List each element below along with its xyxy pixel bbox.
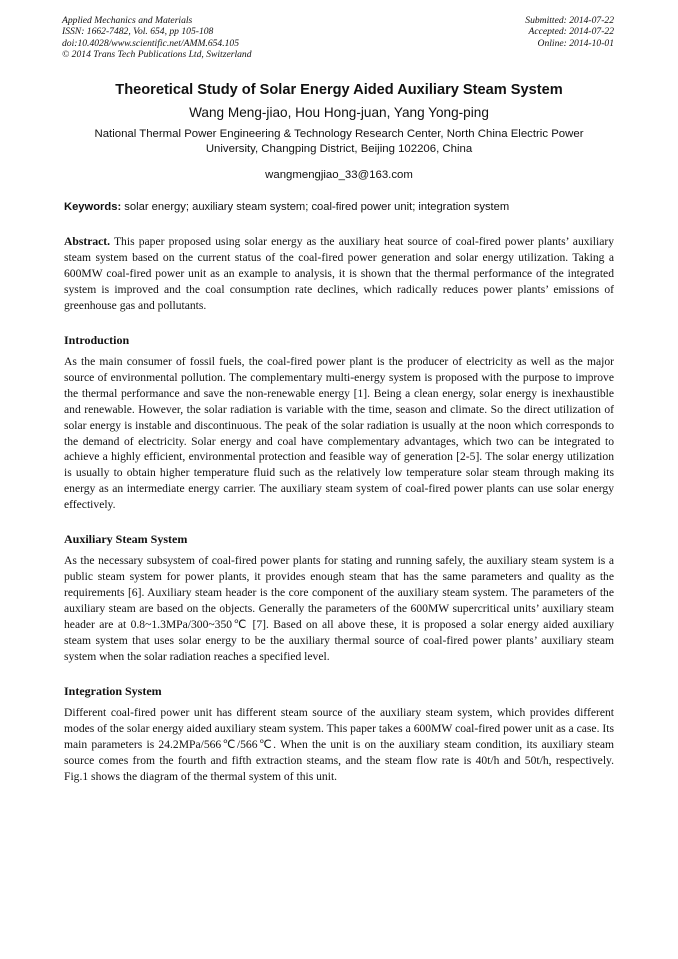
paper-body	[64, 80, 614, 785]
section-text-introduction: As the main consumer of fossil fuels, the coal-fired power plant is the producer of electricity as well as the major source of environmental pollution. The complementary multi-energy system is proposed with the purpose to improve the thermal performance and save the non-renewable energy [1]. Being a clean energy, solar energy is inexhaustible and renewable. However, the solar radiation is variable with the time, season and climate. So the direct utilization of solar energy is instable and discontinuous. The peak of the solar radiation is usually at the noon which corresponds to the demand of electricity. Solar energy and coal have complementary advantages, which two can be integrated to achieve a highly efficient, environmental protection and feasible way of generation [2-5]. The solar energy utilization is usually to obtain higher temperature fluid such as the relatively low temperature solar steam through making its energy as an intermediate energy carrier. The auxiliary steam system of coal-fired power plants can use solar energy effectively.	[64, 354, 614, 512]
doi-line: doi:10.4028/www.scientific.net/AMM.654.105	[62, 37, 240, 49]
section-heading-introduction: Introduction	[64, 332, 130, 347]
affiliation-line-2: University, Changping District, Beijing 102206, China	[205, 143, 473, 155]
journal-header	[62, 15, 252, 61]
affiliation-line-1: National Thermal Power Engineering & Technology Research Center, North China Electric Power	[94, 128, 584, 140]
online-date: Online: 2014-10-01	[537, 37, 614, 49]
paper-title: Theoretical Study of Solar Energy Aided Auxiliary Steam System	[115, 82, 563, 98]
keywords-text: solar energy; auxiliary steam system; coal-fired power unit; integration system	[121, 201, 510, 213]
copyright-line: © 2014 Trans Tech Publications Ltd, Switzerland	[62, 49, 252, 61]
authors: Wang Meng-jiao, Hou Hong-juan, Yang Yong-ping	[189, 105, 489, 120]
section-heading-auxiliary-steam-system: Auxiliary Steam System	[64, 532, 188, 547]
issn-line: ISSN: 1662-7482, Vol. 654, pp 105-108	[62, 26, 214, 38]
abstract-text: This paper proposed using solar energy as the auxiliary heat source of coal-fired power plants’ auxiliary steam system based on the current status of the coal-fired power generation and solar energy utilization. Taking a 600MW coal-fired power unit as an example to analysis, it is shown that the thermal performance of the integrated system is improved and the coal consumption rate declines, which radically reduces power plants’ emissions of greenhouse gas and pollutants.	[64, 235, 614, 312]
keywords-label: Keywords:	[64, 201, 122, 213]
accepted-date: Accepted: 2014-07-22	[528, 26, 614, 38]
section-text-integration-system: Different coal-fired power unit has different steam source of the auxiliary steam system, which provides different modes of the solar energy aided auxiliary steam system. This paper takes a 600MW coal-fired power unit as a case. Its main parameters is 24.2MPa/566℃/566℃. When the unit is on the auxiliary steam condition, its auxiliary steam source comes from the fourth and fifth extraction steams, and the steam flow rate is 40t/h and 50t/h, respectively. Fig.1 shows the diagram of the thermal system of this unit.	[64, 705, 614, 783]
journal-name: Applied Mechanics and Materials	[62, 15, 193, 26]
author-email[interactable]: wangmengjiao_33@163.com	[265, 169, 413, 181]
abstract	[64, 234, 614, 314]
section-heading-integration-system: Integration System	[64, 683, 162, 698]
keywords	[64, 200, 614, 215]
affiliation	[64, 127, 614, 157]
submitted-date: Submitted: 2014-07-22	[525, 15, 614, 26]
dates-header	[525, 15, 614, 49]
abstract-label: Abstract.	[64, 235, 111, 248]
section-text-auxiliary-steam-system: As the necessary subsystem of coal-fired power plants for stating and running safely, the auxiliary steam system is a public steam system for power plants, it provides enough steam that has the same parameters and quality as the requirements [6]. Auxiliary steam header is the core component of the auxiliary steam system. The parameters of the auxiliary steam are based on the objects. Generally the parameters of the 600MW supercritical units’ auxiliary steam header are at 0.8~1.3MPa/300~350℃ [7]. Based on all above these, it is proposed a solar energy aided auxiliary steam system that uses solar energy to be the auxiliary thermal source of coal-fired power plants’ auxiliary steam system when the solar radiation reaches a specified level.	[64, 554, 614, 664]
